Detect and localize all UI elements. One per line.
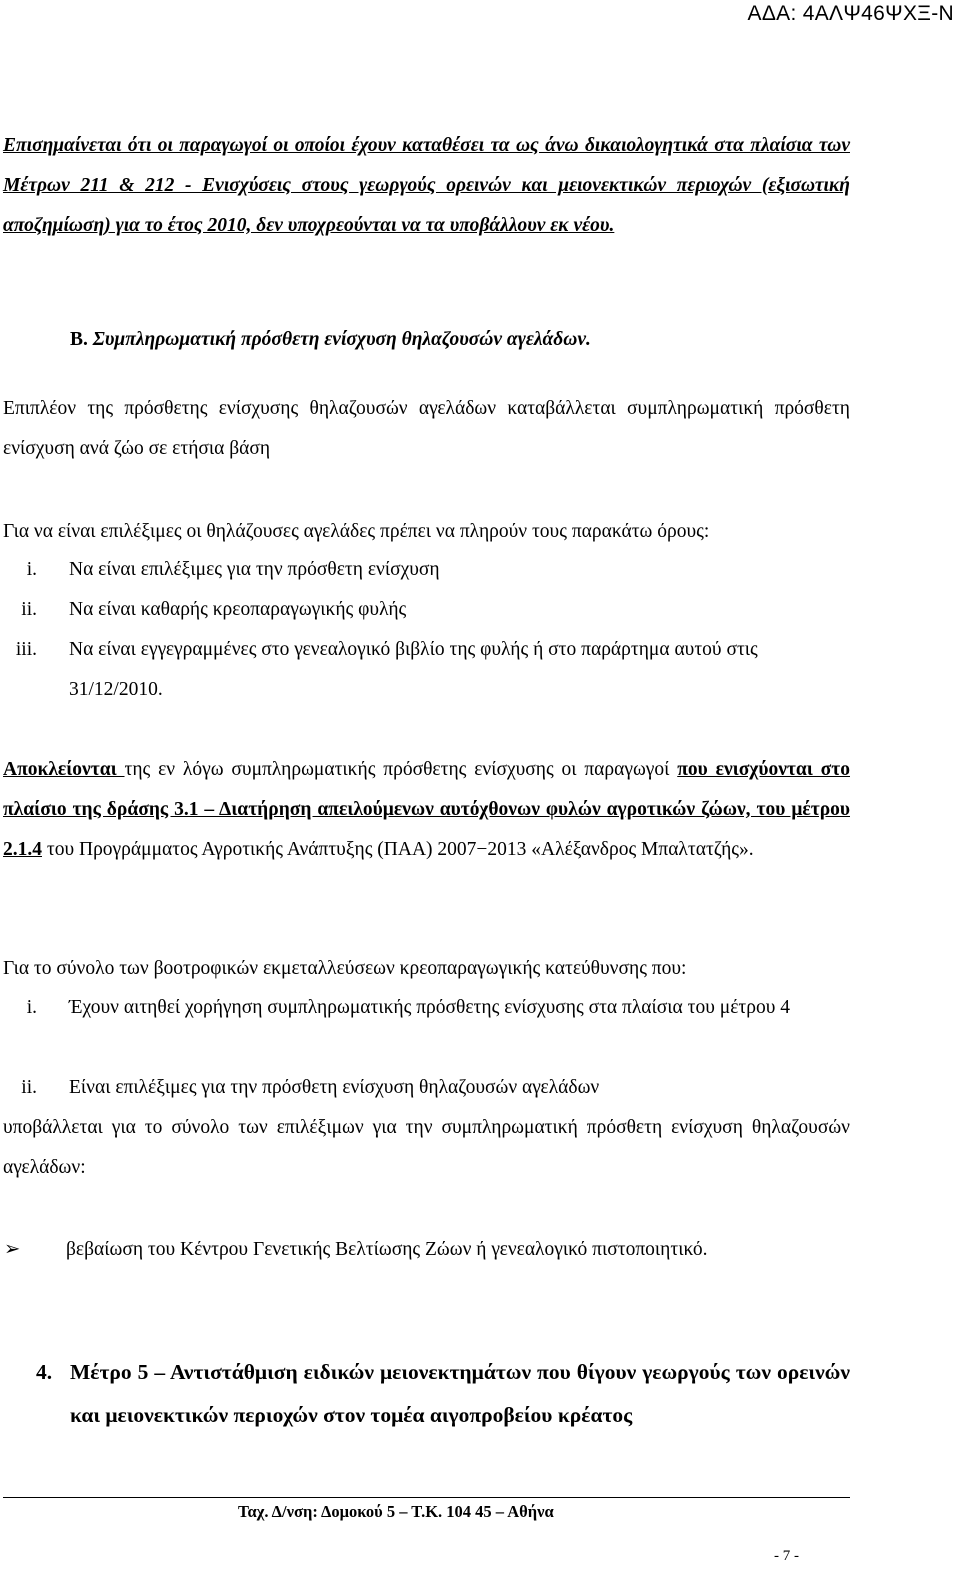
condition-text: Να είναι εγγεγραμμένες στο γενεαλογικό βιβλίο της φυλής ή στο παράρτημα αυτού στις 31/12/2010. — [69, 639, 758, 700]
holdings-intro: Για το σύνολο των βοοτροφικών εκμεταλλεύσεων κρεοπαραγωγικής κατεύθυνσης που: — [3, 958, 687, 979]
intro-paragraph: Επισημαίνεται ότι οι παραγωγοί οι οποίοι έχουν καταθέσει τα ως άνω δικαιολογητικά στα πλαίσια των Μέτρων 211 & 212 - Ενισχύσεις στους γεωργούς ορεινών και μειονεκτικών περιοχών (εξισωτική αποζημίωση) για το έτος 2010, δεν υποχρεούνται να τα υποβάλλουν εκ νέου. — [3, 135, 850, 236]
condition-text: Να είναι καθαρής κρεοπαραγωγικής φυλής — [69, 599, 407, 620]
holdings-number: ii. — [21, 1077, 37, 1098]
condition-number: iii. — [15, 639, 37, 660]
additional-support-paragraph: Επιπλέον της πρόσθετης ενίσχυσης θηλαζουσών αγελάδων καταβάλλεται συμπληρωματική πρόσθετη ενίσχυση ανά ζώο σε ετήσια βάση — [3, 398, 850, 459]
exclusion-lead: Αποκλείονται — [3, 759, 125, 780]
exclusion-paragraph — [3, 750, 850, 870]
section-b-heading — [70, 329, 591, 351]
ada-code: ΑΔΑ: 4ΑΛΨ46ΨΧΞ-Ν — [747, 2, 954, 25]
page-number: - 7 - — [774, 1548, 799, 1564]
section-b-letter: Β. — [70, 329, 88, 350]
condition-number: ii. — [21, 599, 37, 620]
holdings-text: Είναι επιλέξιμες για την πρόσθετη ενίσχυση θηλαζουσών αγελάδων — [69, 1077, 600, 1098]
submit-paragraph: υποβάλλεται για το σύνολο των επιλέξιμων για την συμπληρωματική πρόσθετη ενίσχυση θηλαζουσών αγελάδων: — [3, 1117, 850, 1178]
arrow-bullet-icon: ➢ — [4, 1239, 21, 1260]
section-4-title: Μέτρο 5 – Αντιστάθμιση ειδικών μειονεκτημάτων που θίγουν γεωργούς των ορεινών και μειονεκτικών περιοχών στον τομέα αιγοπροβείου κρέατος — [70, 1360, 850, 1427]
section-b-title: Συμπληρωματική πρόσθετη ενίσχυση θηλαζουσών αγελάδων. — [92, 329, 591, 350]
eligibility-intro: Για να είναι επιλέξιμες οι θηλάζουσες αγελάδες πρέπει να πληρούν τους παρακάτω όρους: — [3, 521, 710, 542]
document-bullet — [4, 1237, 707, 1261]
holdings-text: Έχουν αιτηθεί χορήγηση συμπληρωματικής πρόσθετης ενίσχυσης στα πλαίσια του μέτρου 4 — [69, 997, 790, 1018]
bullet-text: βεβαίωση του Κέντρου Γενετικής Βελτίωσης Ζώων ή γενεαλογικό πιστοποιητικό. — [66, 1239, 708, 1260]
footer-divider — [3, 1497, 850, 1498]
exclusion-underlined: που ενισχύονται στο πλαίσιο της δράσης 3.1 – Διατήρηση απειλούμενων αυτόχθονων φυλών αγροτικών ζώων, του μέτρου 2.1.4 — [3, 759, 850, 860]
footer-address: Ταχ. Δ/νση: Δομοκού 5 – Τ.Κ. 104 45 – Αθήνα — [238, 1502, 554, 1521]
section-4-number: 4. — [36, 1360, 53, 1384]
condition-number: i. — [26, 559, 37, 580]
exclusion-tail: του Προγράμματος Αγροτικής Ανάπτυξης (ΠΑΑ) 2007−2013 «Αλέξανδρος Μπαλτατζής». — [42, 839, 754, 860]
holdings-number: i. — [26, 997, 37, 1018]
exclusion-mid: της εν λόγω συμπληρωματικής πρόσθετης ενίσχυσης οι παραγωγοί — [124, 759, 678, 780]
condition-text: Να είναι επιλέξιμες για την πρόσθετη ενίσχυση — [69, 559, 440, 580]
